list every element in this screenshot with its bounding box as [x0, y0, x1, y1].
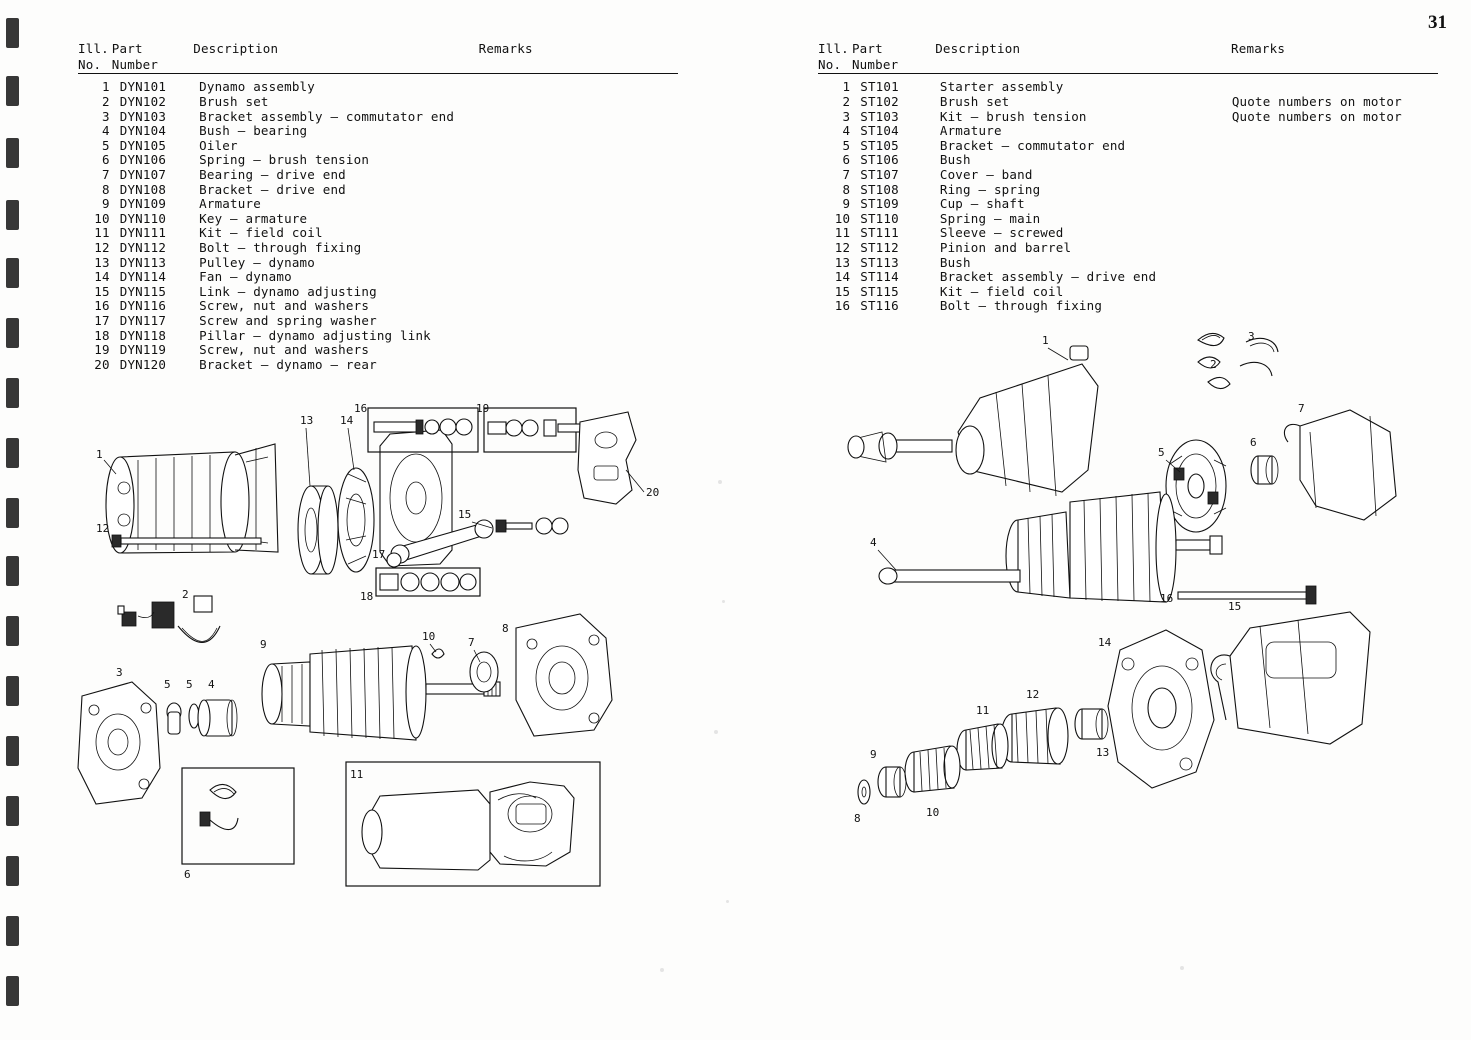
cell-part-number: DYN120 — [119, 356, 167, 372]
table-row — [818, 183, 1438, 198]
header-part-line1: Part — [111, 41, 143, 56]
cell-ill-no: 9 — [102, 196, 110, 212]
part-cup-shaft — [878, 767, 906, 797]
cell-description: Bracket – dynamo – rear — [199, 356, 377, 372]
cell-remarks: Quote numbers on motor — [1231, 94, 1402, 110]
part-bracket-assembly-commutator-end — [78, 682, 160, 804]
callout-2: 2 — [1210, 358, 1217, 371]
callout-9: 9 — [870, 748, 877, 761]
callout-13: 13 — [300, 414, 314, 427]
table-row — [78, 270, 678, 285]
cell-remarks — [1232, 212, 1438, 227]
cell-description: Screw, nut and washers — [199, 298, 370, 314]
table-row — [78, 226, 678, 241]
header-ill-no-line2: No. — [78, 56, 102, 72]
cell-description: Bracket – drive end — [199, 181, 346, 197]
cell-ill-no: 3 — [842, 108, 851, 124]
cell-part-number: ST110 — [860, 210, 899, 226]
cell-part-number: ST114 — [860, 269, 899, 285]
cell-description: Cup – shaft — [939, 196, 1025, 212]
cell-remarks — [494, 343, 678, 358]
cell-ill-no: 7 — [842, 167, 851, 183]
cell-part-number: DYN101 — [119, 79, 167, 95]
header-description: Description — [935, 41, 1021, 56]
cell-description: Kit – field coil — [939, 283, 1064, 299]
callout-7: 7 — [1298, 402, 1305, 415]
cell-part-number: DYN117 — [119, 312, 167, 328]
part-armature-starter — [879, 492, 1222, 602]
callout-11: 11 — [350, 768, 364, 781]
cell-description: Armature — [939, 123, 1002, 139]
table-row — [818, 110, 1438, 125]
cell-ill-no: 15 — [834, 283, 851, 299]
header-remarks: Remarks — [1231, 41, 1286, 56]
cell-remarks — [1232, 183, 1438, 198]
cell-description: Armature — [199, 196, 261, 212]
cell-description: Brush set — [939, 94, 1010, 110]
cell-part-number: DYN110 — [119, 210, 167, 226]
starter-exploded-diagram — [830, 320, 1450, 880]
callout-10: 10 — [926, 806, 940, 819]
part-sleeve-screwed — [957, 724, 1008, 770]
binding-holes-strip — [0, 0, 34, 1040]
cell-description: Pinion and barrel — [939, 240, 1072, 256]
cell-remarks — [494, 124, 678, 139]
part-bracket-commutator-end — [1166, 440, 1226, 532]
cell-part-number: DYN111 — [119, 225, 167, 241]
cell-part-number: ST101 — [860, 79, 899, 95]
cell-remarks — [1232, 197, 1438, 212]
part-screw-spring-washer — [387, 553, 401, 567]
table-row — [78, 241, 678, 256]
cell-ill-no: 4 — [102, 123, 110, 139]
table-row — [78, 329, 678, 344]
part-starter-assembly — [848, 346, 1098, 496]
cell-description: Bush — [939, 254, 971, 270]
table-row — [78, 256, 678, 271]
cell-ill-no: 10 — [94, 210, 110, 226]
callout-17: 17 — [372, 548, 386, 561]
table-row — [78, 197, 678, 212]
cell-ill-no: 16 — [94, 298, 110, 314]
dynamo-parts-table — [78, 42, 678, 73]
table-row — [818, 139, 1438, 154]
table-row — [818, 256, 1438, 271]
cell-part-number: DYN106 — [119, 152, 167, 168]
table-row — [78, 95, 678, 110]
cell-remarks — [494, 95, 678, 110]
header-part-line2: Number — [111, 56, 159, 72]
callout-18: 18 — [360, 590, 374, 603]
callout-3: 3 — [1248, 330, 1255, 343]
cell-description: Oiler — [199, 137, 238, 153]
cell-remarks — [494, 285, 678, 300]
callout-10: 10 — [422, 630, 436, 643]
table-row — [78, 153, 678, 168]
table-row — [818, 95, 1438, 110]
cell-part-number: DYN109 — [119, 196, 167, 212]
header-spacer-desc — [935, 58, 1231, 74]
callout-6: 6 — [1250, 436, 1257, 449]
cell-description: Fan – dynamo — [199, 269, 292, 285]
header-ill-no-line1: Ill. — [818, 41, 849, 56]
cell-part-number: DYN116 — [119, 298, 167, 314]
cell-remarks — [494, 314, 678, 329]
part-spring-brush-tension — [182, 768, 294, 864]
cell-remarks — [1232, 168, 1438, 183]
cell-description: Dynamo assembly — [199, 79, 316, 95]
table-row — [78, 80, 678, 95]
table-row — [818, 197, 1438, 212]
part-oiler-and-bush — [167, 700, 237, 736]
cell-description: Pulley – dynamo — [199, 254, 316, 270]
header-part-line2: Number — [851, 56, 899, 72]
part-bush-starter — [1251, 456, 1278, 484]
cell-description: Bush – bearing — [199, 123, 308, 139]
header-spacer-rem — [479, 58, 678, 74]
cell-ill-no: 18 — [94, 327, 110, 343]
table-row — [78, 299, 678, 314]
right-column — [818, 42, 1438, 314]
cell-part-number: DYN118 — [119, 327, 167, 343]
table-row — [78, 168, 678, 183]
cell-remarks: Quote numbers on motor — [1231, 108, 1402, 124]
cell-ill-no: 14 — [834, 269, 851, 285]
cell-remarks — [494, 358, 678, 373]
part-pillar-adjusting-link — [376, 568, 480, 596]
cell-ill-no: 2 — [102, 94, 110, 110]
cell-description: Sleeve – screwed — [939, 225, 1064, 241]
header-rule — [78, 73, 678, 74]
part-bearing-drive-end — [470, 652, 498, 692]
cell-remarks — [494, 241, 678, 256]
cell-description: Kit – brush tension — [939, 108, 1087, 124]
table-row — [78, 285, 678, 300]
header-ill-no-line1: Ill. — [78, 41, 109, 56]
cell-ill-no: 13 — [834, 254, 851, 270]
cell-description: Brush set — [199, 94, 269, 110]
cell-part-number: DYN113 — [119, 254, 167, 270]
callout-5a: 5 — [164, 678, 171, 691]
part-armature — [262, 646, 500, 740]
table-row — [818, 270, 1438, 285]
table-row — [78, 343, 678, 358]
cell-part-number: ST107 — [860, 167, 899, 183]
cell-ill-no: 5 — [102, 137, 110, 153]
cell-part-number: DYN112 — [119, 240, 167, 256]
part-kit-field-coil-starter — [1211, 612, 1370, 744]
header-spacer-desc — [193, 58, 478, 74]
cell-remarks — [494, 153, 678, 168]
cell-ill-no: 6 — [842, 152, 851, 168]
cell-remarks — [1232, 285, 1438, 300]
cell-part-number: DYN119 — [119, 342, 167, 358]
part-dynamo-assembly — [106, 444, 278, 553]
callout-15: 15 — [1228, 600, 1242, 613]
table-row — [78, 358, 678, 373]
cell-remarks — [1232, 299, 1438, 314]
cell-remarks — [494, 299, 678, 314]
callout-4: 4 — [870, 536, 877, 549]
cell-part-number: ST112 — [860, 240, 899, 256]
cell-ill-no: 5 — [842, 137, 851, 153]
callout-7: 7 — [468, 636, 475, 649]
cell-remarks — [494, 226, 678, 241]
cell-ill-no: 2 — [842, 94, 851, 110]
starter-parts-table — [818, 42, 1438, 73]
cell-ill-no: 20 — [94, 356, 110, 372]
cell-ill-no: 12 — [94, 240, 110, 256]
cell-ill-no: 6 — [102, 152, 110, 168]
callout-8: 8 — [502, 622, 509, 635]
callout-16: 16 — [1160, 592, 1174, 605]
cell-description: Starter assembly — [939, 79, 1064, 95]
cell-remarks — [1232, 256, 1438, 271]
cell-ill-no: 11 — [94, 225, 110, 241]
callout-4: 4 — [208, 678, 215, 691]
callout-5b: 5 — [186, 678, 193, 691]
cell-description: Bolt – through fixing — [939, 298, 1103, 314]
cell-part-number: ST108 — [860, 181, 899, 197]
cell-ill-no: 19 — [94, 342, 110, 358]
table-row — [818, 285, 1438, 300]
cell-remarks — [494, 256, 678, 271]
cell-description: Link – dynamo adjusting — [199, 283, 377, 299]
cell-ill-no: 3 — [102, 108, 110, 124]
table-row — [818, 226, 1438, 241]
scan-artifact — [718, 480, 722, 484]
cell-remarks — [494, 139, 678, 154]
cell-description: Bracket – commutator end — [939, 137, 1126, 153]
cell-part-number: ST104 — [860, 123, 899, 139]
part-cover-band — [1284, 410, 1396, 520]
cell-part-number: ST109 — [860, 196, 899, 212]
header-spacer-rem — [1231, 58, 1438, 74]
table-row — [818, 168, 1438, 183]
cell-part-number: ST111 — [860, 225, 899, 241]
table-row — [818, 241, 1438, 256]
callout-12: 12 — [1026, 688, 1040, 701]
callout-9: 9 — [260, 638, 267, 651]
cell-ill-no: 7 — [102, 167, 110, 183]
cell-remarks — [494, 110, 678, 125]
cell-remarks — [1232, 270, 1438, 285]
callout-13: 13 — [1096, 746, 1110, 759]
cell-part-number: DYN114 — [119, 269, 167, 285]
cell-part-number: DYN108 — [119, 181, 167, 197]
scan-artifact — [660, 968, 664, 972]
table-row — [818, 80, 1438, 95]
header-rule — [818, 73, 1438, 74]
cell-ill-no: 11 — [834, 225, 851, 241]
part-spring-main — [905, 746, 960, 792]
cell-description: Bolt – through fixing — [199, 240, 362, 256]
cell-part-number: ST106 — [860, 152, 899, 168]
part-bracket-assembly-drive-end — [1108, 630, 1214, 788]
scan-artifact — [1180, 966, 1184, 970]
cell-part-number: DYN107 — [119, 167, 167, 183]
cell-ill-no: 16 — [834, 298, 851, 314]
cell-part-number: ST115 — [860, 283, 899, 299]
cell-part-number: ST113 — [860, 254, 899, 270]
cell-remarks — [494, 183, 678, 198]
cell-remarks — [1232, 241, 1438, 256]
cell-description: Ring – spring — [939, 181, 1041, 197]
cell-ill-no: 4 — [842, 123, 851, 139]
callout-5: 5 — [1158, 446, 1165, 459]
part-fan-dynamo — [338, 468, 374, 572]
table-row — [78, 212, 678, 227]
callout-6: 6 — [184, 868, 191, 881]
callout-11: 11 — [976, 704, 990, 717]
cell-ill-no: 10 — [834, 210, 851, 226]
cell-remarks — [494, 80, 678, 95]
callout-1: 1 — [1042, 334, 1049, 347]
cell-part-number: DYN104 — [119, 123, 167, 139]
scan-artifact — [726, 900, 729, 903]
table-row — [78, 183, 678, 198]
header-remarks: Remarks — [478, 41, 533, 56]
callout-8: 8 — [854, 812, 861, 825]
table-row — [78, 110, 678, 125]
cell-part-number: ST102 — [860, 94, 899, 110]
cell-description: Bush — [939, 152, 971, 168]
cell-description: Key – armature — [199, 210, 308, 226]
cell-description: Screw and spring washer — [199, 312, 377, 328]
cell-description: Bracket assembly – drive end — [939, 269, 1157, 285]
cell-description: Cover – band — [939, 167, 1033, 183]
callout-12: 12 — [96, 522, 110, 535]
cell-description: Spring – brush tension — [199, 152, 370, 168]
cell-description: Bracket assembly – commutator end — [199, 108, 455, 124]
part-pulley-dynamo — [298, 486, 338, 574]
cell-remarks — [1232, 226, 1438, 241]
left-column — [78, 42, 678, 372]
cell-ill-no: 14 — [94, 269, 110, 285]
cell-remarks — [1232, 80, 1438, 95]
table-row — [78, 314, 678, 329]
callout-14: 14 — [1098, 636, 1112, 649]
table-row — [818, 299, 1438, 314]
part-bracket-drive-end — [516, 614, 612, 736]
table-row — [818, 212, 1438, 227]
header-ill-no-line2: No. — [818, 56, 842, 72]
cell-remarks — [494, 270, 678, 285]
header-description: Description — [193, 41, 279, 56]
cell-remarks — [494, 212, 678, 227]
callout-3: 3 — [116, 666, 123, 679]
cell-part-number: DYN115 — [119, 283, 167, 299]
cell-ill-no: 12 — [834, 240, 851, 256]
part-key-armature — [432, 649, 444, 658]
cell-description: Screw, nut and washers — [199, 342, 370, 358]
header-part-line1: Part — [851, 41, 883, 56]
callout-20: 20 — [646, 486, 660, 499]
cell-remarks — [494, 197, 678, 212]
scan-artifact — [722, 600, 725, 603]
cell-ill-no: 13 — [94, 254, 110, 270]
cell-description: Bearing – drive end — [199, 167, 346, 183]
cell-part-number: ST116 — [860, 298, 899, 314]
callout-16: 16 — [354, 402, 368, 415]
part-ring-spring — [858, 780, 870, 804]
cell-ill-no: 1 — [102, 79, 110, 95]
cell-remarks — [1232, 124, 1438, 139]
cell-description: Kit – field coil — [199, 225, 323, 241]
starter-parts-rows — [818, 80, 1438, 314]
dynamo-parts-rows — [78, 80, 678, 372]
table-row — [78, 124, 678, 139]
callout-15: 15 — [458, 508, 472, 521]
cell-part-number: ST105 — [860, 137, 899, 153]
table-row — [818, 153, 1438, 168]
scan-artifact — [714, 730, 718, 734]
cell-part-number: DYN102 — [119, 94, 167, 110]
cell-part-number: DYN103 — [119, 108, 167, 124]
dynamo-exploded-diagram — [60, 400, 700, 920]
cell-remarks — [494, 168, 678, 183]
cell-description: Pillar – dynamo adjusting link — [199, 327, 431, 343]
cell-part-number: DYN105 — [119, 137, 167, 153]
cell-ill-no: 15 — [94, 283, 110, 299]
cell-ill-no: 1 — [842, 79, 851, 95]
callout-1: 1 — [96, 448, 103, 461]
cell-ill-no: 17 — [94, 312, 110, 328]
table-row — [78, 139, 678, 154]
cell-remarks — [494, 329, 678, 344]
cell-ill-no: 9 — [842, 196, 851, 212]
cell-ill-no: 8 — [102, 181, 110, 197]
part-bush-13 — [1075, 709, 1108, 739]
part-brush-set — [118, 596, 220, 643]
cell-description: Spring – main — [939, 210, 1041, 226]
part-kit-field-coil — [346, 762, 600, 886]
table-row — [818, 124, 1438, 139]
cell-remarks — [1232, 153, 1438, 168]
part-pinion-and-barrel — [1001, 708, 1068, 764]
callout-19: 19 — [476, 402, 490, 415]
cell-ill-no: 8 — [842, 181, 851, 197]
part-bracket-dynamo-rear — [578, 412, 636, 504]
callout-2: 2 — [182, 588, 189, 601]
cell-remarks — [1232, 139, 1438, 154]
page-number: 31 — [1428, 12, 1447, 33]
callout-14: 14 — [340, 414, 354, 427]
part-bolt-through-fixing-starter — [1178, 586, 1316, 604]
cell-part-number: ST103 — [860, 108, 899, 124]
